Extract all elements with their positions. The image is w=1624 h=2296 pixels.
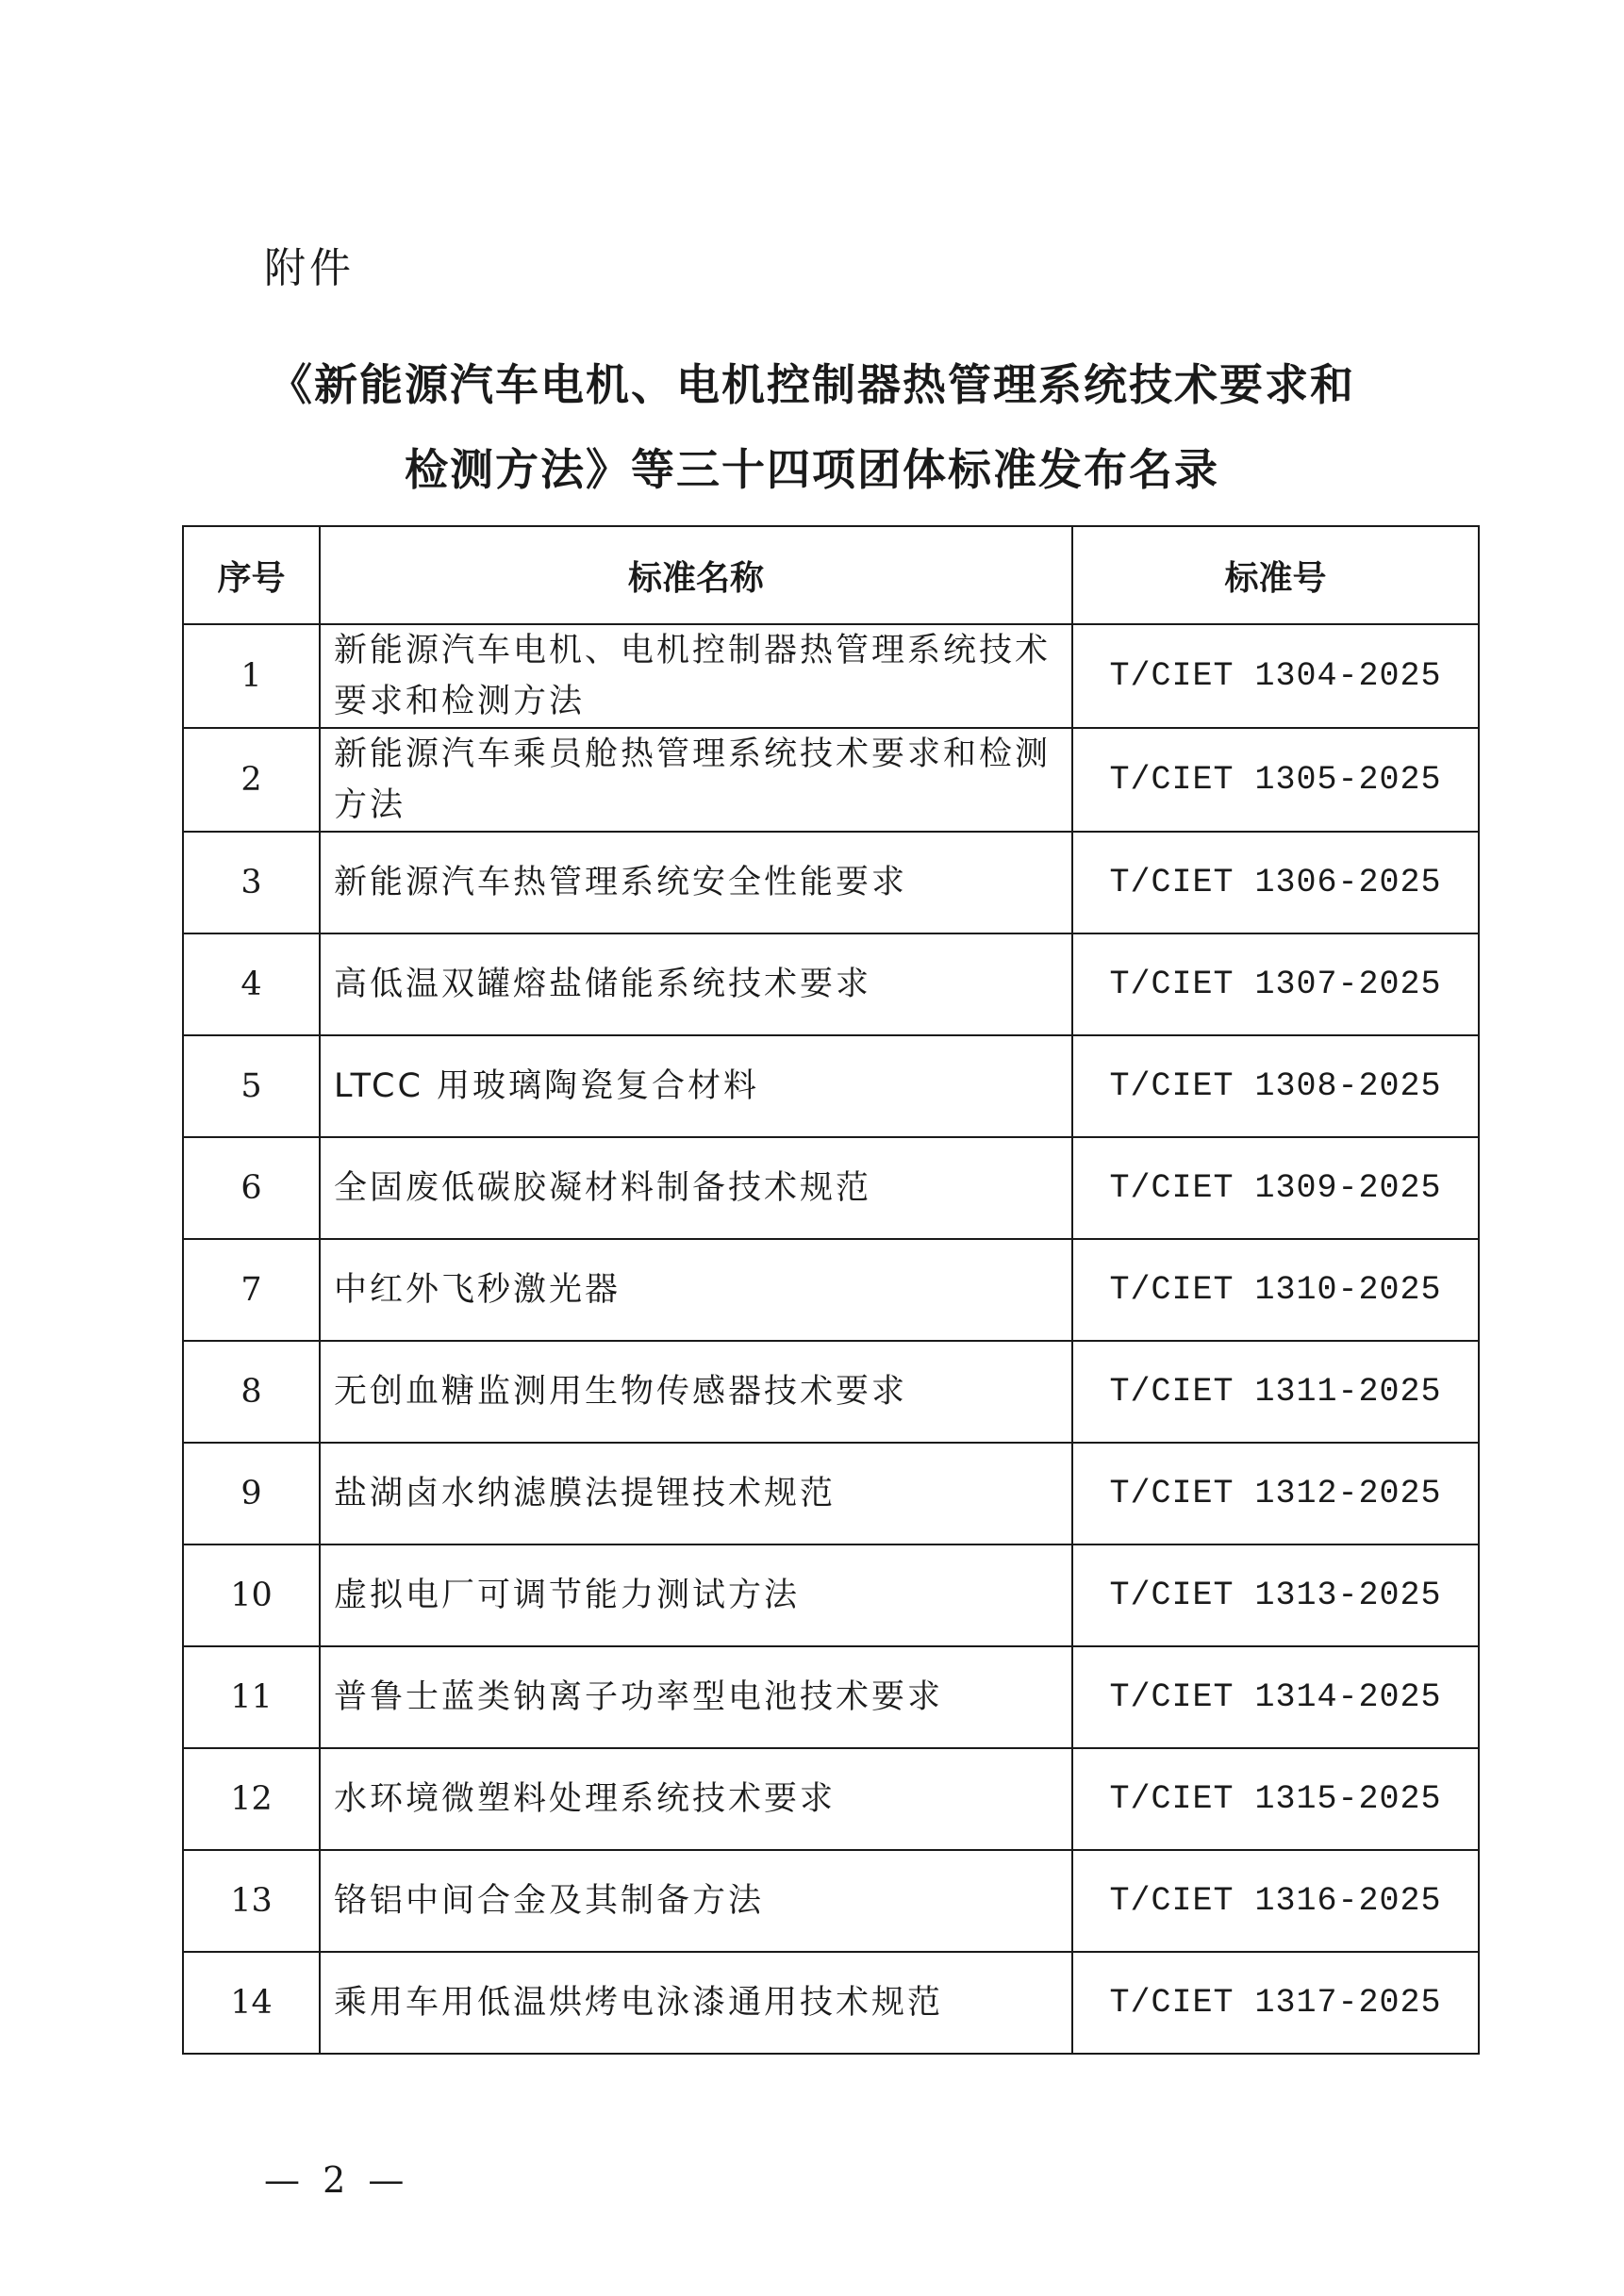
row-seq: 7 (183, 1239, 320, 1341)
table-row (183, 1748, 1479, 1850)
row-standard-name: 普鲁士蓝类钠离子功率型电池技术要求 (320, 1646, 1072, 1748)
row-standard-code: T/CIET 1315-2025 (1072, 1748, 1479, 1850)
row-seq: 13 (183, 1850, 320, 1952)
row-standard-name: 高低温双罐熔盐储能系统技术要求 (320, 933, 1072, 1035)
row-standard-name: 新能源汽车电机、电机控制器热管理系统技术要求和检测方法 (320, 624, 1072, 728)
table-row (183, 1850, 1479, 1952)
row-standard-code: T/CIET 1307-2025 (1072, 933, 1479, 1035)
header-name: 标准名称 (320, 526, 1072, 624)
attachment-label: 附件 (264, 244, 355, 292)
row-standard-name: 水环境微塑料处理系统技术要求 (320, 1748, 1072, 1850)
row-seq: 14 (183, 1952, 320, 2054)
header-code: 标准号 (1072, 526, 1479, 624)
table-row (183, 1646, 1479, 1748)
table-row (183, 1137, 1479, 1239)
table-row (183, 1952, 1479, 2054)
table-row (183, 1035, 1479, 1137)
row-standard-name: 虚拟电厂可调节能力测试方法 (320, 1544, 1072, 1646)
row-standard-name: 新能源汽车热管理系统安全性能要求 (320, 832, 1072, 933)
table-header-row (183, 526, 1479, 624)
row-standard-code: T/CIET 1306-2025 (1072, 832, 1479, 933)
table-row (183, 1544, 1479, 1646)
table-row (183, 1239, 1479, 1341)
row-seq: 2 (183, 728, 320, 832)
table-row (183, 832, 1479, 933)
row-standard-name: 中红外飞秒激光器 (320, 1239, 1072, 1341)
row-seq: 3 (183, 832, 320, 933)
document-title-line-1: 《新能源汽车电机、电机控制器热管理系统技术要求和 (269, 359, 1355, 410)
document-title-line-2: 检测方法》等三十四项团体标准发布名录 (405, 444, 1219, 495)
table-row (183, 1341, 1479, 1443)
row-standard-name: 盐湖卤水纳滤膜法提锂技术规范 (320, 1443, 1072, 1544)
row-seq: 1 (183, 624, 320, 728)
row-seq: 6 (183, 1137, 320, 1239)
row-seq: 11 (183, 1646, 320, 1748)
table-row (183, 728, 1479, 832)
row-standard-code: T/CIET 1316-2025 (1072, 1850, 1479, 1952)
standards-table (182, 525, 1480, 2055)
row-standard-code: T/CIET 1309-2025 (1072, 1137, 1479, 1239)
row-standard-code: T/CIET 1312-2025 (1072, 1443, 1479, 1544)
row-seq: 10 (183, 1544, 320, 1646)
row-standard-name: 无创血糖监测用生物传感器技术要求 (320, 1341, 1072, 1443)
header-seq: 序号 (183, 526, 320, 624)
row-standard-code: T/CIET 1311-2025 (1072, 1341, 1479, 1443)
table-row (183, 933, 1479, 1035)
row-standard-name: 全固废低碳胶凝材料制备技术规范 (320, 1137, 1072, 1239)
row-standard-code: T/CIET 1304-2025 (1072, 624, 1479, 728)
row-seq: 4 (183, 933, 320, 1035)
row-seq: 9 (183, 1443, 320, 1544)
page-number: — 2 — (264, 2159, 410, 2201)
row-standard-code: T/CIET 1305-2025 (1072, 728, 1479, 832)
row-standard-name: 新能源汽车乘员舱热管理系统技术要求和检测方法 (320, 728, 1072, 832)
row-standard-code: T/CIET 1308-2025 (1072, 1035, 1479, 1137)
row-standard-name: LTCC 用玻璃陶瓷复合材料 (320, 1035, 1072, 1137)
row-standard-code: T/CIET 1314-2025 (1072, 1646, 1479, 1748)
table-row (183, 1443, 1479, 1544)
row-seq: 12 (183, 1748, 320, 1850)
row-standard-name: 铬铝中间合金及其制备方法 (320, 1850, 1072, 1952)
row-standard-code: T/CIET 1310-2025 (1072, 1239, 1479, 1341)
row-seq: 5 (183, 1035, 320, 1137)
row-standard-code: T/CIET 1313-2025 (1072, 1544, 1479, 1646)
row-standard-name: 乘用车用低温烘烤电泳漆通用技术规范 (320, 1952, 1072, 2054)
row-seq: 8 (183, 1341, 320, 1443)
row-standard-code: T/CIET 1317-2025 (1072, 1952, 1479, 2054)
table-row (183, 624, 1479, 728)
